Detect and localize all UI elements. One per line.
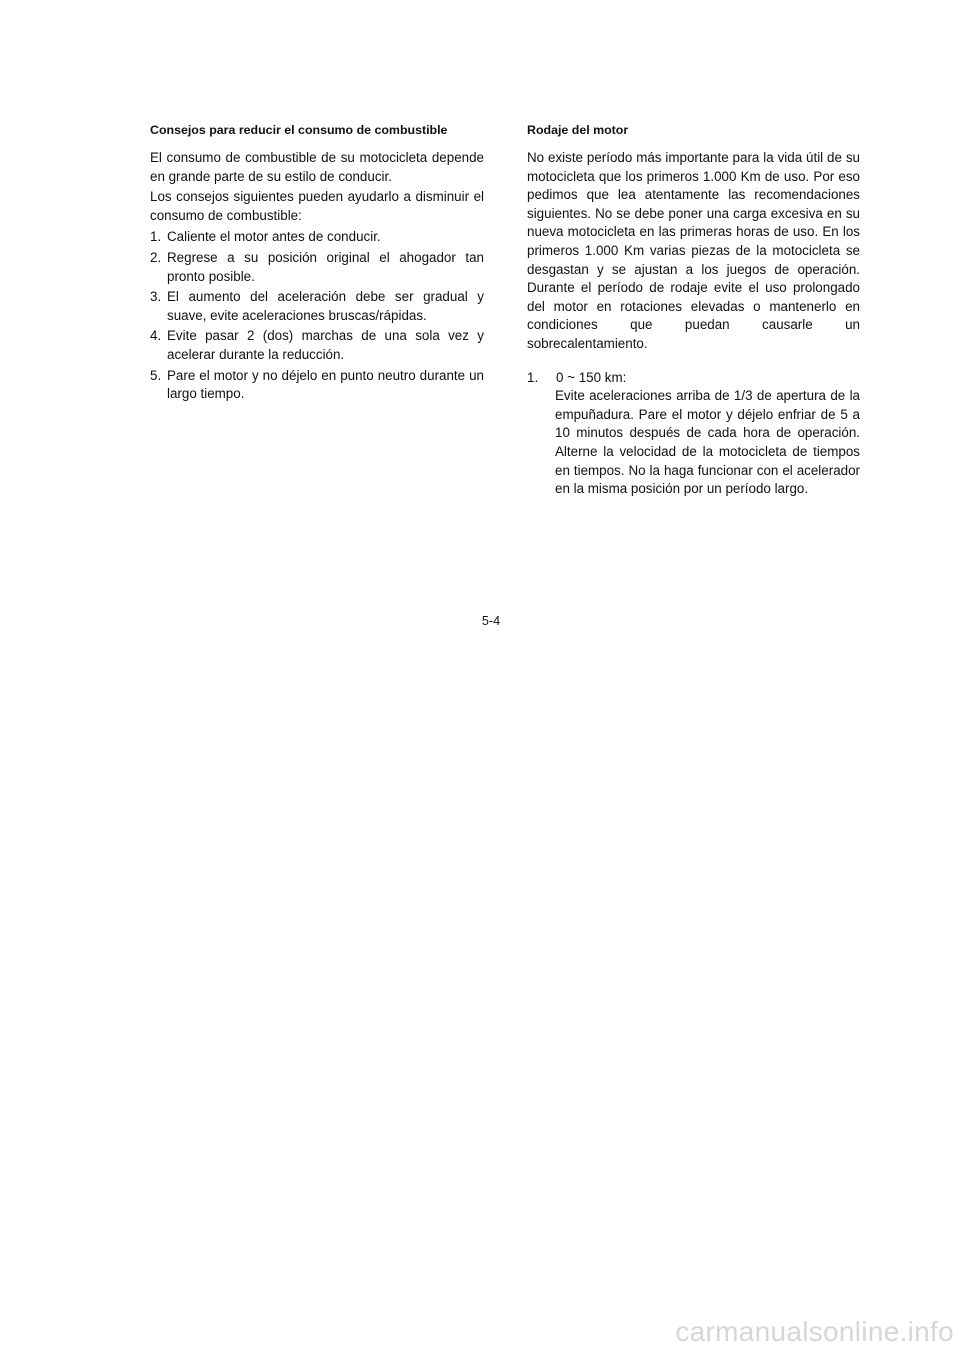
list-item-number: 3. <box>150 289 162 305</box>
engine-break-in-section <box>527 121 860 499</box>
page-number: 5-4 <box>481 614 501 628</box>
step-text: Evite aceleraciones arriba de 1/3 de apertura de la empuñadura. Pare el motor y déjelo enfriar de 5 a 10 minutos después de cada hora de operación. Alterne la velocidad de la motocicleta de tiempos en tiempos. No la haga funcionar con el acelerador en la misma posición por un período largo. <box>555 388 860 497</box>
list-item-text: Pare el motor y no déjelo en punto neutro durante un largo tiempo. <box>167 367 484 402</box>
intro-paragraph-1: El consumo de combustible de su motocicleta depende en grande parte de su estilo de conducir. <box>150 150 484 184</box>
step-range: 0 ~ 150 km: <box>556 369 627 385</box>
list-item <box>150 367 484 404</box>
list-item <box>150 288 484 325</box>
intro-paragraph-2: Los consejos siguientes pueden ayudarlo a disminuir el consumo de combustible: <box>150 189 484 223</box>
list-item-number: 2. <box>150 249 162 265</box>
list-item <box>150 228 484 247</box>
list-item-number: 1. <box>150 229 162 245</box>
list-item <box>150 249 484 286</box>
list-item-text: Evite pasar 2 (dos) marchas de una sola vez y acelerar durante la reducción. <box>167 328 484 362</box>
break-in-paragraph: No existe período más importante para la vida útil de su motocicleta que los primeros 1.000 Km de uso. Por eso pedimos que lea atentamente las recomendaciones siguientes. No se debe poner una carga excesiva en su nueva motocicleta en las primeras horas de uso. En los primeros 1.000 Km varias piezas de la motocicleta se desgastan y se ajustan a los juegos de operación. Durante el período de rodaje evite el uso prolongado del motor en rotaciones elevadas o mantenerlo en condiciones que puedan causarle un sobrecalentamiento. <box>527 150 860 351</box>
fuel-saving-heading: Consejos para reducir el consumo de combustible <box>150 123 448 137</box>
step-number: 1. <box>527 369 539 385</box>
list-item-text: El aumento del aceleración debe ser gradual y suave, evite aceleraciones bruscas/rápidas. <box>167 289 484 323</box>
watermark: carmanualsonline.info <box>675 1316 954 1347</box>
list-item <box>150 327 484 364</box>
list-item-number: 4. <box>150 328 162 344</box>
break-in-heading: Rodaje del motor <box>527 123 629 137</box>
fuel-tips-list <box>150 228 484 403</box>
list-item-text: Caliente el motor antes de conducir. <box>167 229 381 245</box>
break-in-step <box>527 369 860 499</box>
list-item-text: Regrese a su posición original el ahogador tan pronto posible. <box>167 249 484 284</box>
list-item-number: 5. <box>150 367 162 383</box>
fuel-saving-section <box>150 121 484 406</box>
